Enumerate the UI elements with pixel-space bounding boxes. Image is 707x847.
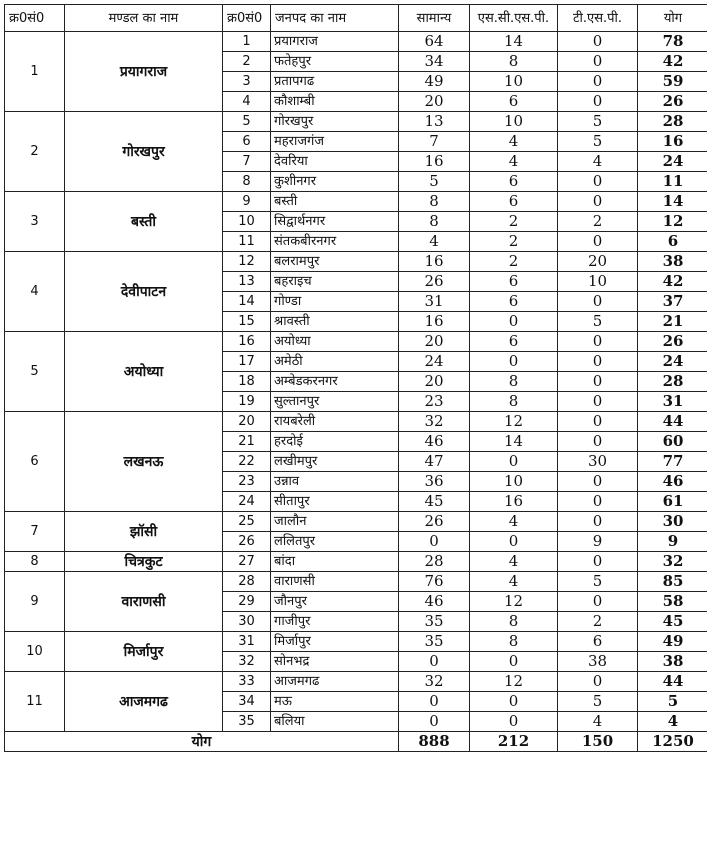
header-scsp: एस.सी.एस.पी. bbox=[470, 5, 558, 32]
scsp-count: 6 bbox=[470, 332, 558, 352]
general-count: 20 bbox=[399, 372, 470, 392]
district-number: 23 bbox=[223, 472, 271, 492]
row-total: 61 bbox=[638, 492, 707, 512]
scsp-count: 10 bbox=[470, 472, 558, 492]
tsp-count: 0 bbox=[558, 412, 638, 432]
district-number: 13 bbox=[223, 272, 271, 292]
general-count: 28 bbox=[399, 552, 470, 572]
district-number: 3 bbox=[223, 72, 271, 92]
general-count: 35 bbox=[399, 632, 470, 652]
district-name: प्रतापगढ bbox=[271, 72, 399, 92]
table-row bbox=[5, 552, 707, 572]
scsp-count: 14 bbox=[470, 32, 558, 52]
district-number: 6 bbox=[223, 132, 271, 152]
scsp-count: 0 bbox=[470, 312, 558, 332]
row-total: 77 bbox=[638, 452, 707, 472]
district-number: 22 bbox=[223, 452, 271, 472]
district-name: बहराइच bbox=[271, 272, 399, 292]
district-name: लखीमपुर bbox=[271, 452, 399, 472]
tsp-count: 0 bbox=[558, 232, 638, 252]
tsp-count: 10 bbox=[558, 272, 638, 292]
district-number: 9 bbox=[223, 192, 271, 212]
mandal-name: लखनऊ bbox=[65, 412, 223, 512]
scsp-count: 4 bbox=[470, 512, 558, 532]
header-general: सामान्य bbox=[399, 5, 470, 32]
district-name: अम्बेडकरनगर bbox=[271, 372, 399, 392]
general-count: 23 bbox=[399, 392, 470, 412]
mandal-number: 1 bbox=[5, 32, 65, 112]
tsp-count: 0 bbox=[558, 92, 638, 112]
row-total: 9 bbox=[638, 532, 707, 552]
district-number: 25 bbox=[223, 512, 271, 532]
general-count: 45 bbox=[399, 492, 470, 512]
mandal-number: 11 bbox=[5, 672, 65, 732]
tsp-count: 38 bbox=[558, 652, 638, 672]
district-name: सिद्वार्थनगर bbox=[271, 212, 399, 232]
district-name: सीतापुर bbox=[271, 492, 399, 512]
district-name: फतेहपुर bbox=[271, 52, 399, 72]
district-number: 1 bbox=[223, 32, 271, 52]
general-count: 7 bbox=[399, 132, 470, 152]
grand-total-general: 888 bbox=[399, 732, 470, 752]
grand-total-sum: 1250 bbox=[638, 732, 707, 752]
row-total: 85 bbox=[638, 572, 707, 592]
scsp-count: 12 bbox=[470, 672, 558, 692]
table-row bbox=[5, 112, 707, 132]
district-number: 32 bbox=[223, 652, 271, 672]
mandal-number: 2 bbox=[5, 112, 65, 192]
scsp-count: 0 bbox=[470, 532, 558, 552]
mandal-number: 8 bbox=[5, 552, 65, 572]
district-number: 34 bbox=[223, 692, 271, 712]
district-number: 7 bbox=[223, 152, 271, 172]
general-count: 64 bbox=[399, 32, 470, 52]
district-number: 29 bbox=[223, 592, 271, 612]
table-row bbox=[5, 512, 707, 532]
district-name: वाराणसी bbox=[271, 572, 399, 592]
district-name: ललितपुर bbox=[271, 532, 399, 552]
tsp-count: 0 bbox=[558, 492, 638, 512]
district-number: 27 bbox=[223, 552, 271, 572]
district-name: प्रयागराज bbox=[271, 32, 399, 52]
tsp-count: 5 bbox=[558, 312, 638, 332]
general-count: 26 bbox=[399, 512, 470, 532]
row-total: 42 bbox=[638, 52, 707, 72]
header-district-no: क्र0सं0 bbox=[223, 5, 271, 32]
district-number: 11 bbox=[223, 232, 271, 252]
row-total: 31 bbox=[638, 392, 707, 412]
district-number: 30 bbox=[223, 612, 271, 632]
general-count: 47 bbox=[399, 452, 470, 472]
mandal-number: 6 bbox=[5, 412, 65, 512]
scsp-count: 0 bbox=[470, 692, 558, 712]
district-name: रायबरेली bbox=[271, 412, 399, 432]
tsp-count: 0 bbox=[558, 472, 638, 492]
scsp-count: 8 bbox=[470, 612, 558, 632]
row-total: 14 bbox=[638, 192, 707, 212]
district-name: अयोध्या bbox=[271, 332, 399, 352]
tsp-count: 0 bbox=[558, 352, 638, 372]
district-name: गोण्डा bbox=[271, 292, 399, 312]
row-total: 45 bbox=[638, 612, 707, 632]
district-name: गोरखपुर bbox=[271, 112, 399, 132]
scsp-count: 4 bbox=[470, 552, 558, 572]
scsp-count: 12 bbox=[470, 592, 558, 612]
general-count: 46 bbox=[399, 592, 470, 612]
row-total: 30 bbox=[638, 512, 707, 532]
scsp-count: 4 bbox=[470, 152, 558, 172]
mandal-name: मिर्जापुर bbox=[65, 632, 223, 672]
tsp-count: 0 bbox=[558, 672, 638, 692]
scsp-count: 8 bbox=[470, 372, 558, 392]
scsp-count: 6 bbox=[470, 272, 558, 292]
scsp-count: 8 bbox=[470, 52, 558, 72]
table-body bbox=[5, 32, 707, 752]
district-number: 15 bbox=[223, 312, 271, 332]
mandal-number: 7 bbox=[5, 512, 65, 552]
grand-total-tsp: 150 bbox=[558, 732, 638, 752]
general-count: 32 bbox=[399, 672, 470, 692]
district-name: देवरिया bbox=[271, 152, 399, 172]
general-count: 36 bbox=[399, 472, 470, 492]
tsp-count: 0 bbox=[558, 32, 638, 52]
tsp-count: 5 bbox=[558, 132, 638, 152]
general-count: 32 bbox=[399, 412, 470, 432]
general-count: 76 bbox=[399, 572, 470, 592]
row-total: 37 bbox=[638, 292, 707, 312]
general-count: 0 bbox=[399, 652, 470, 672]
mandal-number: 10 bbox=[5, 632, 65, 672]
table-row bbox=[5, 672, 707, 692]
mandal-name: गोरखपुर bbox=[65, 112, 223, 192]
scsp-count: 10 bbox=[470, 72, 558, 92]
district-number: 19 bbox=[223, 392, 271, 412]
row-total: 6 bbox=[638, 232, 707, 252]
header-total: योग bbox=[638, 5, 707, 32]
tsp-count: 5 bbox=[558, 572, 638, 592]
district-number: 2 bbox=[223, 52, 271, 72]
scsp-count: 16 bbox=[470, 492, 558, 512]
scsp-count: 8 bbox=[470, 632, 558, 652]
scsp-count: 14 bbox=[470, 432, 558, 452]
table-row bbox=[5, 332, 707, 352]
scsp-count: 2 bbox=[470, 212, 558, 232]
row-total: 26 bbox=[638, 92, 707, 112]
district-number: 21 bbox=[223, 432, 271, 452]
tsp-count: 5 bbox=[558, 692, 638, 712]
tsp-count: 0 bbox=[558, 192, 638, 212]
table-row bbox=[5, 632, 707, 652]
scsp-count: 0 bbox=[470, 652, 558, 672]
row-total: 59 bbox=[638, 72, 707, 92]
scsp-count: 10 bbox=[470, 112, 558, 132]
tsp-count: 0 bbox=[558, 172, 638, 192]
row-total: 24 bbox=[638, 152, 707, 172]
district-number: 33 bbox=[223, 672, 271, 692]
mandal-number: 4 bbox=[5, 252, 65, 332]
mandal-number: 5 bbox=[5, 332, 65, 412]
district-name: कौशाम्बी bbox=[271, 92, 399, 112]
general-count: 4 bbox=[399, 232, 470, 252]
district-number: 16 bbox=[223, 332, 271, 352]
mandal-name: झॉसी bbox=[65, 512, 223, 552]
general-count: 8 bbox=[399, 212, 470, 232]
row-total: 24 bbox=[638, 352, 707, 372]
grand-total-row bbox=[5, 732, 707, 752]
district-name: बलरामपुर bbox=[271, 252, 399, 272]
general-count: 0 bbox=[399, 692, 470, 712]
general-count: 35 bbox=[399, 612, 470, 632]
mandal-name: चित्रकुट bbox=[65, 552, 223, 572]
row-total: 28 bbox=[638, 112, 707, 132]
district-name: बस्ती bbox=[271, 192, 399, 212]
district-name: बलिया bbox=[271, 712, 399, 732]
district-name: श्रावस्ती bbox=[271, 312, 399, 332]
district-number: 24 bbox=[223, 492, 271, 512]
district-name: सुल्तानपुर bbox=[271, 392, 399, 412]
table-row bbox=[5, 412, 707, 432]
row-total: 4 bbox=[638, 712, 707, 732]
tsp-count: 30 bbox=[558, 452, 638, 472]
row-total: 12 bbox=[638, 212, 707, 232]
district-name: जालौन bbox=[271, 512, 399, 532]
district-name: अमेठी bbox=[271, 352, 399, 372]
district-name: हरदोई bbox=[271, 432, 399, 452]
tsp-count: 4 bbox=[558, 152, 638, 172]
grand-total-label: योग bbox=[5, 732, 399, 752]
scsp-count: 6 bbox=[470, 172, 558, 192]
header-mandal-no: क्र0सं0 bbox=[5, 5, 65, 32]
tsp-count: 0 bbox=[558, 552, 638, 572]
row-total: 26 bbox=[638, 332, 707, 352]
tsp-count: 0 bbox=[558, 52, 638, 72]
row-total: 49 bbox=[638, 632, 707, 652]
tsp-count: 2 bbox=[558, 612, 638, 632]
tsp-count: 0 bbox=[558, 292, 638, 312]
district-name: संतकबीरनगर bbox=[271, 232, 399, 252]
scsp-count: 12 bbox=[470, 412, 558, 432]
district-number: 8 bbox=[223, 172, 271, 192]
row-total: 58 bbox=[638, 592, 707, 612]
mandal-name: आजमगढ bbox=[65, 672, 223, 732]
district-number: 18 bbox=[223, 372, 271, 392]
tsp-count: 20 bbox=[558, 252, 638, 272]
general-count: 24 bbox=[399, 352, 470, 372]
district-number: 31 bbox=[223, 632, 271, 652]
district-name: गाजीपुर bbox=[271, 612, 399, 632]
table-row bbox=[5, 252, 707, 272]
district-number: 12 bbox=[223, 252, 271, 272]
tsp-count: 9 bbox=[558, 532, 638, 552]
district-number: 14 bbox=[223, 292, 271, 312]
table-row bbox=[5, 572, 707, 592]
scsp-count: 4 bbox=[470, 572, 558, 592]
general-count: 13 bbox=[399, 112, 470, 132]
scsp-count: 4 bbox=[470, 132, 558, 152]
header-mandal-name: मण्डल का नाम bbox=[65, 5, 223, 32]
grand-total-scsp: 212 bbox=[470, 732, 558, 752]
district-name: मऊ bbox=[271, 692, 399, 712]
mandal-name: बस्ती bbox=[65, 192, 223, 252]
scsp-count: 2 bbox=[470, 252, 558, 272]
tsp-count: 5 bbox=[558, 112, 638, 132]
general-count: 34 bbox=[399, 52, 470, 72]
mandal-name: अयोध्या bbox=[65, 332, 223, 412]
scsp-count: 6 bbox=[470, 192, 558, 212]
tsp-count: 0 bbox=[558, 512, 638, 532]
general-count: 8 bbox=[399, 192, 470, 212]
tsp-count: 0 bbox=[558, 72, 638, 92]
scsp-count: 0 bbox=[470, 712, 558, 732]
scsp-count: 6 bbox=[470, 92, 558, 112]
tsp-count: 0 bbox=[558, 372, 638, 392]
mandal-name: वाराणसी bbox=[65, 572, 223, 632]
mandal-number: 9 bbox=[5, 572, 65, 632]
district-number: 10 bbox=[223, 212, 271, 232]
tsp-count: 0 bbox=[558, 592, 638, 612]
row-total: 11 bbox=[638, 172, 707, 192]
row-total: 38 bbox=[638, 652, 707, 672]
tsp-count: 0 bbox=[558, 332, 638, 352]
district-number: 26 bbox=[223, 532, 271, 552]
scsp-count: 8 bbox=[470, 392, 558, 412]
row-total: 78 bbox=[638, 32, 707, 52]
district-name: महराजगंज bbox=[271, 132, 399, 152]
row-total: 16 bbox=[638, 132, 707, 152]
scsp-count: 0 bbox=[470, 352, 558, 372]
general-count: 20 bbox=[399, 332, 470, 352]
header-district-name: जनपद का नाम bbox=[271, 5, 399, 32]
table-row bbox=[5, 32, 707, 52]
general-count: 31 bbox=[399, 292, 470, 312]
general-count: 0 bbox=[399, 712, 470, 732]
tsp-count: 2 bbox=[558, 212, 638, 232]
row-total: 5 bbox=[638, 692, 707, 712]
tsp-count: 0 bbox=[558, 432, 638, 452]
district-number: 17 bbox=[223, 352, 271, 372]
general-count: 16 bbox=[399, 252, 470, 272]
row-total: 42 bbox=[638, 272, 707, 292]
district-name: आजमगढ bbox=[271, 672, 399, 692]
general-count: 16 bbox=[399, 312, 470, 332]
header-row bbox=[5, 5, 707, 32]
row-total: 60 bbox=[638, 432, 707, 452]
row-total: 44 bbox=[638, 412, 707, 432]
scsp-count: 2 bbox=[470, 232, 558, 252]
row-total: 46 bbox=[638, 472, 707, 492]
table-row bbox=[5, 192, 707, 212]
general-count: 49 bbox=[399, 72, 470, 92]
district-name: मिर्जापुर bbox=[271, 632, 399, 652]
general-count: 0 bbox=[399, 532, 470, 552]
mandal-number: 3 bbox=[5, 192, 65, 252]
scsp-count: 6 bbox=[470, 292, 558, 312]
general-count: 26 bbox=[399, 272, 470, 292]
tsp-count: 0 bbox=[558, 392, 638, 412]
row-total: 28 bbox=[638, 372, 707, 392]
tsp-count: 4 bbox=[558, 712, 638, 732]
general-count: 5 bbox=[399, 172, 470, 192]
district-number: 28 bbox=[223, 572, 271, 592]
district-name: सोनभद्र bbox=[271, 652, 399, 672]
district-name: कुशीनगर bbox=[271, 172, 399, 192]
district-name: जौनपुर bbox=[271, 592, 399, 612]
general-count: 16 bbox=[399, 152, 470, 172]
tsp-count: 6 bbox=[558, 632, 638, 652]
row-total: 21 bbox=[638, 312, 707, 332]
district-number: 35 bbox=[223, 712, 271, 732]
general-count: 46 bbox=[399, 432, 470, 452]
mandal-name: प्रयागराज bbox=[65, 32, 223, 112]
row-total: 32 bbox=[638, 552, 707, 572]
row-total: 44 bbox=[638, 672, 707, 692]
scsp-count: 0 bbox=[470, 452, 558, 472]
district-number: 20 bbox=[223, 412, 271, 432]
district-name: बांदा bbox=[271, 552, 399, 572]
row-total: 38 bbox=[638, 252, 707, 272]
district-allocation-table bbox=[4, 4, 707, 752]
header-tsp: टी.एस.पी. bbox=[558, 5, 638, 32]
general-count: 20 bbox=[399, 92, 470, 112]
district-name: उन्नाव bbox=[271, 472, 399, 492]
mandal-name: देवीपाटन bbox=[65, 252, 223, 332]
district-number: 5 bbox=[223, 112, 271, 132]
district-number: 4 bbox=[223, 92, 271, 112]
